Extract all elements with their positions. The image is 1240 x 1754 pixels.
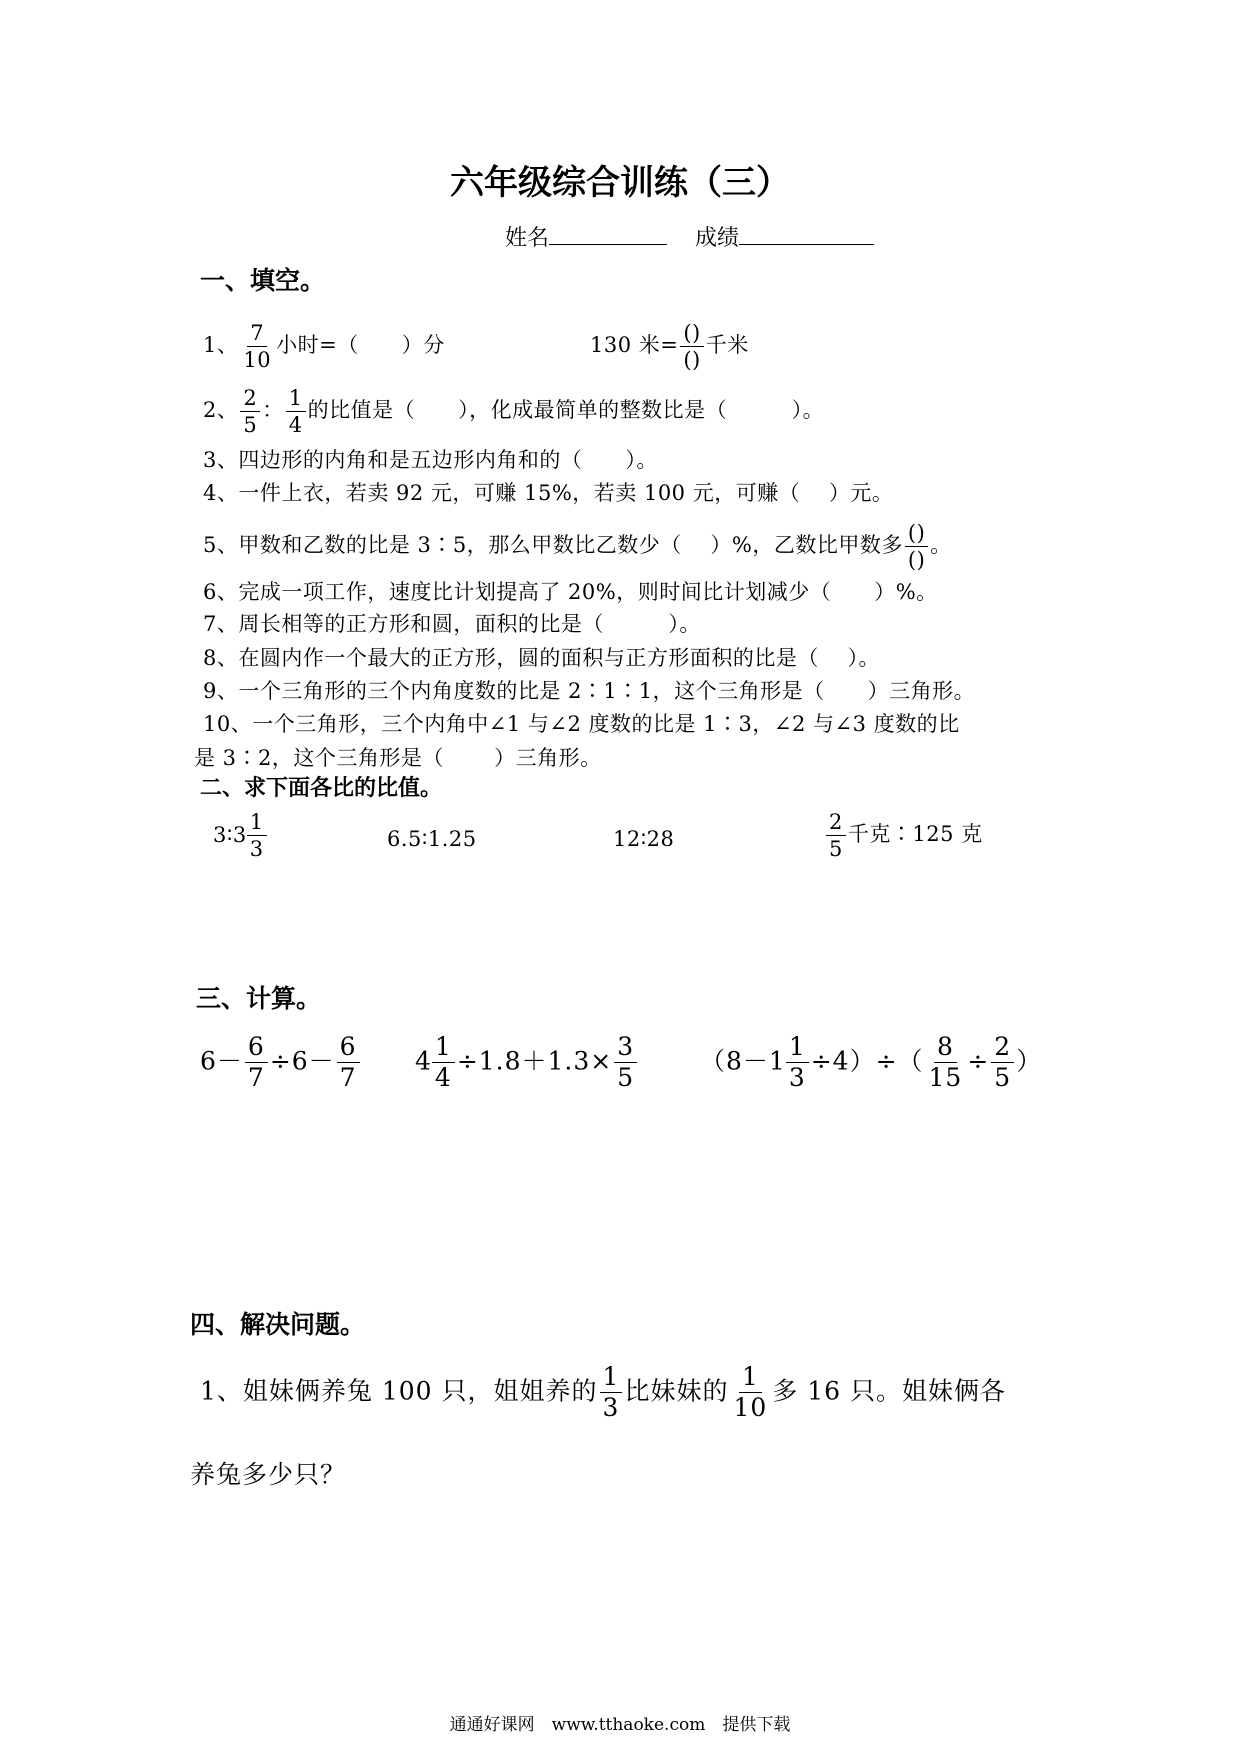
q2-text: 的比值是（ ），化成最简单的整数比是（ ）。 bbox=[307, 398, 825, 423]
q2-number: 2、 bbox=[203, 398, 239, 423]
ratio-item-1 bbox=[213, 811, 269, 860]
problem-1-line1 bbox=[200, 1364, 1006, 1422]
ratio-4-text: 千克∶125 克 bbox=[847, 822, 983, 847]
question-5 bbox=[203, 522, 952, 571]
fraction: $\frac{3}{5}$ bbox=[614, 1034, 637, 1092]
question-1b bbox=[590, 322, 749, 371]
page-title: 六年级综合训练（三） bbox=[450, 163, 790, 203]
footer-credit: 通通好课网 www.tthaoke.com 提供下载 bbox=[449, 1715, 791, 1735]
question-3: 3、四边形的内角和是五边形内角和的（ ）。 bbox=[203, 448, 658, 472]
question-4: 4、一件上衣，若卖 92 元，可赚 15%，若卖 100 元，可赚（ ）元。 bbox=[203, 481, 894, 505]
name-label: 姓名 bbox=[505, 226, 550, 251]
calc-expression-1 bbox=[200, 1034, 362, 1092]
question-8: 8、在圆内作一个最大的正方形，圆的面积与正方形面积的比是（ ）。 bbox=[203, 646, 881, 670]
calc-3-part-c: ÷ bbox=[967, 1046, 990, 1076]
fraction: $\frac{2}{5}$ bbox=[826, 811, 846, 860]
fraction: $\frac{1}{10}$ bbox=[733, 1362, 768, 1423]
calc-expression-2 bbox=[415, 1034, 639, 1092]
ratio-item-4 bbox=[824, 811, 983, 860]
score-blank bbox=[739, 222, 874, 245]
fraction: $\frac{1}{3}$ bbox=[600, 1364, 623, 1422]
question-6: 6、完成一项工作，速度比计划提高了 20%，则时间比计划减少（ ）%。 bbox=[203, 580, 938, 604]
ratio-colon: ： bbox=[262, 398, 284, 423]
problem-1-text-c: 多 16 只。姐妹俩各 bbox=[772, 1376, 1006, 1406]
fraction: $\frac{6}{7}$ bbox=[245, 1034, 268, 1092]
ratio-1-text: 3∶3 bbox=[213, 823, 247, 848]
section4-heading: 四、解决问题。 bbox=[190, 1310, 366, 1339]
q1b-unit: 千米 bbox=[705, 333, 749, 358]
q1-text: 小时=（ ）分 bbox=[276, 333, 445, 358]
problem-1-text-b: 比妹妹的 bbox=[624, 1376, 729, 1406]
section2-heading: 二、求下面各比的比值。 bbox=[200, 776, 443, 801]
ratio-item-3: 12∶28 bbox=[613, 827, 675, 851]
ratio-item-2: 6.5∶1.25 bbox=[387, 827, 477, 851]
problem-1-line2: 养兔多少只？ bbox=[190, 1460, 347, 1489]
calc-2-whole: 4 bbox=[415, 1046, 432, 1076]
question-1 bbox=[203, 322, 445, 371]
section1-heading: 一、填空。 bbox=[200, 266, 326, 295]
student-info bbox=[505, 222, 874, 250]
fraction: $\frac{6}{7}$ bbox=[337, 1034, 360, 1092]
calc-3-part-a: （8－1 bbox=[700, 1046, 786, 1076]
q1-number: 1、 bbox=[203, 333, 239, 358]
calc-2-part-b: ÷1.8＋1.3× bbox=[456, 1046, 613, 1076]
fraction: $\frac{()}{()}$ bbox=[905, 522, 928, 571]
fraction: $\frac{1}{3}$ bbox=[786, 1034, 809, 1092]
q5-end: 。 bbox=[930, 533, 952, 558]
fraction: $\frac{()}{()}$ bbox=[680, 322, 703, 371]
section3-heading: 三、计算。 bbox=[196, 984, 322, 1013]
name-blank bbox=[549, 222, 667, 245]
question-2 bbox=[203, 387, 824, 436]
question-10-line1: 10、一个三角形，三个内角中∠1 与∠2 度数的比是 1∶3，∠2 与∠3 度数的比 bbox=[203, 712, 960, 736]
question-9: 9、一个三角形的三个内角度数的比是 2∶1∶1，这个三角形是（ ）三角形。 bbox=[203, 679, 976, 703]
calc-expression-3 bbox=[700, 1034, 1042, 1092]
fraction: $\frac{1}{4}$ bbox=[432, 1034, 455, 1092]
fraction: $\frac{8}{15}$ bbox=[928, 1032, 963, 1093]
q5-text: 5、甲数和乙数的比是 3∶5，那么甲数比乙数少（ ）%，乙数比甲数多 bbox=[203, 533, 903, 558]
score-label: 成绩 bbox=[695, 226, 740, 251]
q1b-text: 130 米= bbox=[590, 333, 679, 358]
question-7: 7、周长相等的正方形和圆，面积的比是（ ）。 bbox=[203, 612, 701, 636]
fraction: $\frac{2}{5}$ bbox=[991, 1034, 1014, 1092]
fraction: $\frac{1}{4}$ bbox=[286, 387, 306, 436]
calc-3-part-b: ÷4）÷（ bbox=[810, 1046, 924, 1076]
question-10-line2: 是 3∶2，这个三角形是（ ）三角形。 bbox=[194, 746, 602, 770]
calc-1-part-a: 6－ bbox=[200, 1046, 243, 1076]
calc-1-part-b: ÷6－ bbox=[269, 1046, 335, 1076]
fraction: $\frac{2}{5}$ bbox=[240, 387, 260, 436]
fraction: $\frac{7}{10}$ bbox=[243, 321, 272, 373]
calc-3-part-d: ） bbox=[1016, 1046, 1043, 1076]
fraction: $\frac{1}{3}$ bbox=[247, 811, 267, 860]
problem-1-text-a: 1、姐妹俩养兔 100 只，姐姐养的 bbox=[200, 1376, 598, 1406]
